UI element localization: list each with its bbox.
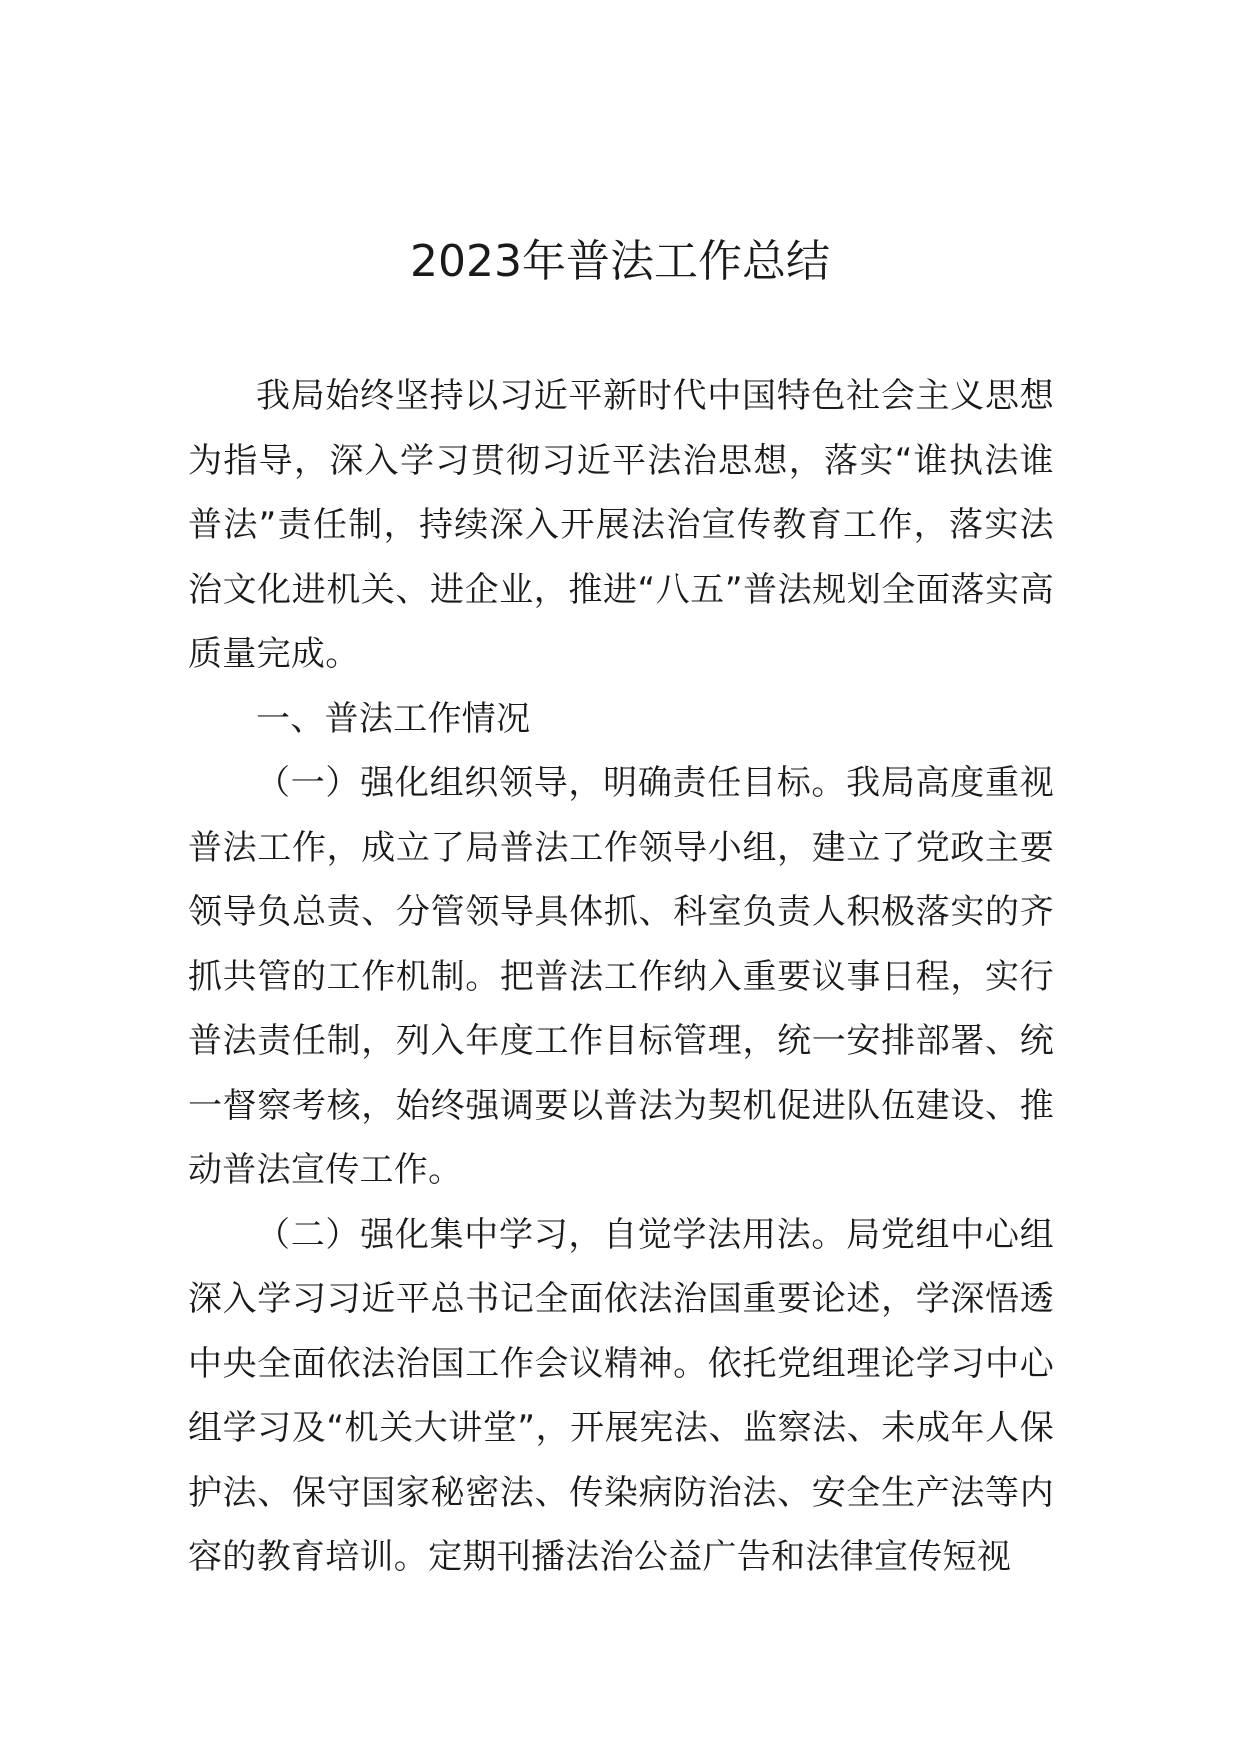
section-heading: 一、普法工作情况 bbox=[256, 698, 531, 739]
document-title: 2023年普法工作总结 bbox=[410, 236, 830, 287]
intro-paragraph: 我局始终坚持以习近平新时代中国特色社会主义思想为指导，深入学习贯彻习近平法治思想，落实“谁执法谁普法”责任制，持续深入开展法治宣传教育工作，落实法治文化进机关、进企业，推进“八五”普法规划全面落实高质量完成。 bbox=[188, 376, 1054, 674]
subsection-paragraph-1: （一）强化组织领导，明确责任目标。我局高度重视普法工作，成立了局普法工作领导小组，建立了党政主要领导负总责、分管领导具体抓、科室负责人积极落实的齐抓共管的工作机制。把普法工作纳入重要议事日程，实行普法责任制，列入年度工作目标管理，统一安排部署、统一督察考核，始终强调要以普法为契机促进队伍建设、推动普法宣传工作。 bbox=[188, 763, 1054, 1190]
subsection-paragraph-2: （二）强化集中学习，自觉学法用法。局党组中心组深入学习习近平总书记全面依法治国重要论述，学深悟透中央全面依法治国工作会议精神。依托党组理论学习中心组学习及“机关大讲堂”，开展宪法、监察法、未成年人保护法、保守国家秘密法、传染病防治法、安全生产法等内容的教育培训。定期刊播法治公益广告和法律宣传短视 bbox=[188, 1214, 1054, 1577]
document-body bbox=[188, 364, 1054, 1590]
